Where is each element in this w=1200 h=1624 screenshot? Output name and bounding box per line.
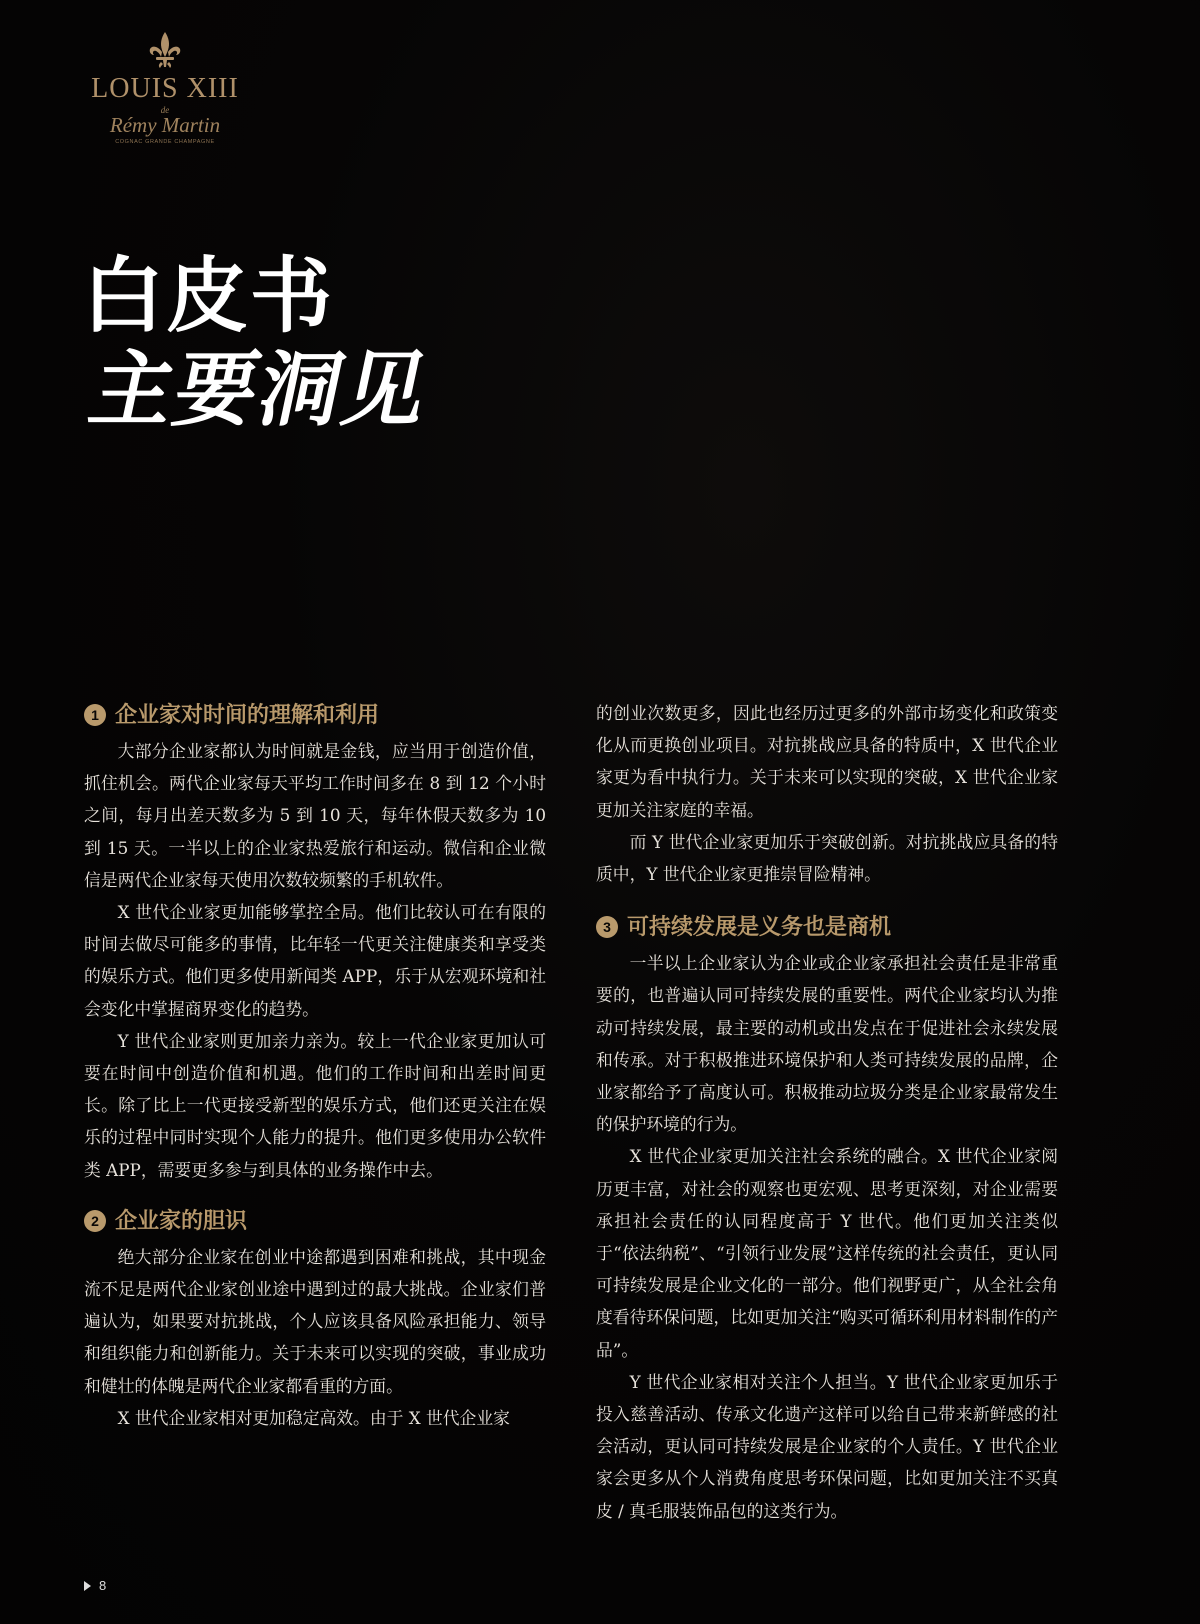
brand-name: LOUIS XIII	[91, 73, 239, 104]
section-2-continuation-2: 而 Y 世代企业家更加乐于突破创新。对抗挑战应具备的特质中，Y 世代企业家更推崇冒险精神。	[596, 831, 1058, 885]
section-2-paragraph-1: 绝大部分企业家在创业中途都遇到困难和挑战，其中现金流不足是两代企业家创业途中遇到过的最大挑战。企业家们普遍认为，如果要对抗挑战，个人应该具备风险承担能力、领导和组织能力和创新能力。关于未来可以实现的突破，事业成功和健壮的体魄是两代企业家都看重的方面。	[84, 1246, 546, 1396]
section-heading-text: 企业家对时间的理解和利用	[115, 702, 380, 728]
section-number-badge: 1	[84, 704, 106, 726]
page-title	[81, 248, 438, 438]
section-gap	[596, 890, 1058, 910]
title-line-2: 主要洞见	[81, 342, 438, 438]
section-gap	[84, 1186, 546, 1204]
page-number: 8	[99, 1578, 107, 1593]
title-line-1: 白皮书	[82, 248, 335, 344]
section-3-heading	[596, 910, 1058, 944]
section-3-paragraph-3: Y 世代企业家相对关注个人担当。Y 世代企业家更加乐于投入慈善活动、传承文化遗产这样可以给自己带来新鲜感的社会活动，更认同可持续发展是企业家的个人责任。Y 世代企业家会更多从个人消费角度思考环保问题，比如更加关注不买真皮 / 真毛服装饰品包的这类行为。	[596, 1371, 1058, 1521]
section-1-heading	[84, 698, 546, 732]
right-column	[596, 697, 1058, 1527]
triangle-right-icon	[84, 1581, 91, 1591]
louis-xiii-logo	[80, 30, 250, 145]
section-number-badge: 3	[596, 916, 618, 938]
section-3-paragraph-2: X 世代企业家更加关注社会系统的融合。X 世代企业家阅历更丰富，对社会的观察也更宏观、思考更深刻，对企业需要承担社会责任的认同程度高于 Y 世代。他们更加关注类似于“依法纳税”、“引领行业发展”这样传统的社会责任，更认同可持续发展是企业文化的一部分。他们视野更广，从全社会角度看待环保问题，比如更加关注“购买可循环利用材料制作的产品”。	[596, 1146, 1058, 1360]
section-heading-text: 可持续发展是义务也是商机	[627, 914, 892, 941]
section-number-badge: 2	[84, 1210, 106, 1232]
section-1-paragraph-1: 大部分企业家都认为时间就是金钱，应当用于创造价值，抓住机会。两代企业家每天平均工作时间多在 8 到 12 个小时之间，每月出差天数多为 5 到 10 天，每年休假天数多为 10 到 15 天。一半以上的企业家热爱旅行和运动。微信和企业微信是两代企业家每天使用次数较频繁的手机软件。	[84, 741, 546, 890]
brand-script: Rémy Martin	[109, 113, 221, 137]
section-2-continuation-1: 的创业次数更多，因此也经历过更多的外部市场变化和政策变化从而更换创业项目。对抗挑战应具备的特质中，X 世代企业家更为看中执行力。关于未来可以实现的突破，X 世代企业家更加关注家庭的幸福。	[596, 703, 1058, 820]
section-2-heading	[84, 1204, 546, 1238]
page-footer	[84, 1578, 106, 1593]
section-heading-text: 企业家的胆识	[115, 1207, 248, 1234]
section-3-paragraph-1: 一半以上企业家认为企业或企业家承担社会责任是非常重要的，也普遍认同可持续发展的重要性。两代企业家均认为推动可持续发展，最主要的动机或出发点在于促进社会永续发展和传承。对于积极推进环境保护和人类可持续发展的品牌，企业家都给予了高度认可。积极推动垃圾分类是企业家最常发生的保护环境的行为。	[596, 953, 1058, 1135]
brand-de: de	[160, 105, 170, 115]
section-2-paragraph-2: X 世代企业家相对更加稳定高效。由于 X 世代企业家	[117, 1407, 510, 1428]
fleur-de-lis-icon	[147, 30, 183, 70]
section-1-paragraph-3: Y 世代企业家则更加亲力亲为。较上一代企业家更加认可要在时间中创造价值和机遇。他们的工作时间和出差时间更长。除了比上一代更接受新型的娱乐方式，他们还更关注在娱乐的过程中同时实现个人能力的提升。他们更多使用办公软件类 APP，需要更多参与到具体的业务操作中去。	[84, 1030, 546, 1180]
section-1-paragraph-2: X 世代企业家更加能够掌控全局。他们比较认可在有限的时间去做尽可能多的事情，比年轻一代更关注健康类和享受类的娱乐方式。他们更多使用新闻类 APP，乐于从宏观环境和社会变化中掌握商界变化的趋势。	[84, 902, 546, 1019]
brand-subtitle: COGNAC GRANDE CHAMPAGNE	[115, 139, 215, 145]
left-column	[84, 698, 546, 1434]
